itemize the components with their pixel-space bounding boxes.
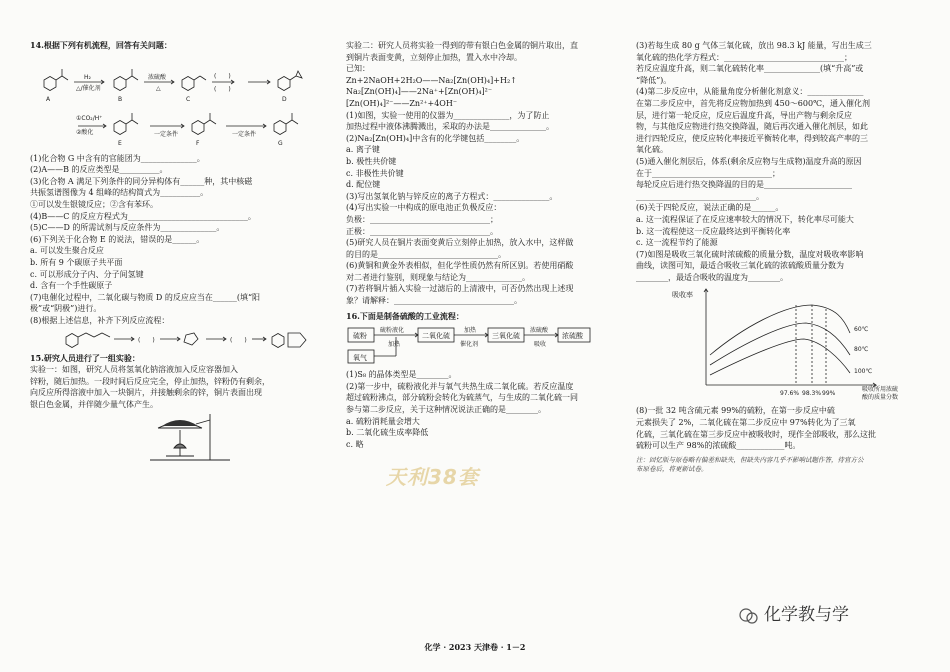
curve-100c [710,339,850,375]
completion-scheme [30,327,322,353]
graph-xlabel-1: 吸收所用浓硫 [862,386,899,394]
q16-line: 在第二步反应中，首先将反应物加热到 450～600℃，通入催化剂 [636,98,871,108]
equation: [Zn(OH)₄]²⁻——Zn²⁺+4OH⁻ [346,98,458,108]
q16-line: 元素损失了 2%，二氧化硫在第二步反应中 97%转化为了三氧 [636,418,856,428]
benzene-ring-e [114,120,126,134]
q15-line: 实验一：如图，研究人员将氢氧化钠溶液加入反应容器加入 [30,365,238,375]
q15-line: (5)研究人员在铜片表面变黄后立刻停止加热，放入水中，这样做 [346,238,574,248]
curve-60c [710,305,850,355]
label-c: C [186,95,191,103]
absorption-graph [636,285,922,403]
flow-step3-top: 浓硫酸 [530,327,549,335]
q16-line: (8)一批 32 吨含硫元素 99%的硫粉，在第一步反应中硫 [636,406,835,416]
q16-title: 16.下面是制备硫酸的工业流程： [346,310,464,321]
q15-line: (4)写出实验一中构成的原电池正负极反应： [346,203,502,213]
flow-step3-bottom: 吸收 [534,341,547,349]
graph-t100: 100℃ [854,368,873,376]
q14-line: (2)A——B 的反应类型是__________。 [30,165,168,175]
q15-line: (7)若将铜片插入实验一过滤后的上清液中，可否仍然出现上述现 [346,284,574,294]
q16-option: a. 这一流程保证了在反应速率较大的情况下，转化率尽可能大 [636,214,854,224]
note-line: 布原卷后，将更新试卷。 [636,464,708,473]
q14-line: ①可以发生银镜反应；②含有苯环。 [30,199,158,209]
label-f: F [196,139,200,147]
q15-line: 到铜片表面变黄，立刻停止加热，置入水中冷却。 [346,52,522,62]
benzene-ring-d [278,76,290,90]
q16-line: 若反应温度升高，则二氧化硫转化率______________(填“升高”或 [636,64,864,74]
q16-line: 曲线，读图可知，最适合吸收三氧化硫的浓硫酸质量分数为 [636,261,844,271]
reaction-scheme-svg [30,54,322,149]
q15-line: (3)写出氢氧化钠与锌反应的离子方程式：______________。 [346,191,558,201]
column-3 [636,40,922,474]
q16-line: ______________________________。 [636,191,764,201]
q15-option: d. 配位键 [346,180,381,190]
r5-label: 一定条件 [232,130,257,138]
q15-line: 已知： [346,64,370,74]
q14-option: b. 所有 9 个碳原子共平面 [30,257,123,267]
reaction-scheme [30,54,322,149]
label-a: A [46,95,51,103]
equation: Na₂[Zn(OH)₄]——2Na⁺+[Zn(OH)₄]²⁻ [346,87,493,97]
flow-step2-top: 加热 [464,327,477,335]
q14-option: a. 可以发生聚合反应 [30,246,104,256]
label-b: B [118,95,123,103]
q14-line: 共振氢谱图像为 4 组峰的结构简式为__________。 [30,188,209,198]
flow-sulfur: 硫粉 [353,332,367,341]
q15-option: c. 非极性共价键 [346,168,404,178]
q16-line: 硫粉可以生产 98%的浓硫酸____________吨。 [636,441,801,451]
q14-line: (1)化合物 G 中含有的官能团为______________。 [30,153,205,163]
r1-bottom: △/催化剂 [76,84,101,92]
q16-line: ________，最适合吸收的温度为________。 [636,272,788,282]
q14-line: (8)根据上述信息，补齐下列反应流程： [30,315,170,325]
q16-option: a. 硫粉消耗量会增大 [346,416,420,426]
q14-option: d. 含有一个手性碳原子 [30,281,113,291]
q16-option: c. 这一流程节约了能源 [636,238,718,248]
q16-line: (5)通入催化剂层后，体系(剩余反应物与生成物)温度升高的原因 [636,156,862,166]
graph-ylabel: 吸收率 [672,291,693,300]
watermark: 天利38套 [386,465,479,489]
flow-step1-bottom: 加热 [388,341,401,349]
q14-line: (7)电催化过程中，二氧化碳与物质 D 的反应应当在______(填“阳 [30,292,261,302]
q16-line: 层，进行第一轮反应，反应后温度升高，导出产物与剩余反应 [636,110,852,120]
q16-line: 氧化硫。 [636,145,668,155]
r2-top: 浓硫酸 [148,73,167,81]
q16-line: 氧化硫的热化学方程式：______________________________； [636,52,852,62]
q15-line: 加热过程中液体沸腾溅出，采取的办法是______________。 [346,122,554,132]
q14-line: (4)B——C 的反应方程式为______________________________。 [30,211,256,221]
q15-line: (6)黄铜和黄金外表相似，但化学性质仍然有所区别。若使用硝酸 [346,261,574,271]
blank-1: ( ) [214,72,231,80]
q16-line: (7)如图是吸收三氧化硫时浓硫酸的质量分数，温度对吸收率影响 [636,249,864,259]
q16-line: 超过硫粉沸点，部分硫粉会转化为硫蒸气，与生成的二氧化硫一同 [346,393,578,403]
process-flow [346,324,614,366]
q15-line: (1)如图，实验一使用的仪器为______________，为了防止 [346,110,550,120]
page-footer: 化学 · 2023 天津卷 · 1－2 [424,642,526,652]
graph-t80: 80℃ [854,346,869,354]
apparatus-svg [30,410,322,466]
label-d: D [282,95,287,103]
graph-xlabel-2: 酸的质量分数 [862,394,899,402]
benzene-ring-b [114,76,126,90]
flow-so3: 三氧化硫 [492,332,520,341]
label-e: E [118,139,122,147]
q16-line: 参与第二步反应，关于这种情况说法正确的是________。 [346,405,546,415]
flow-step1-top: 硫粉液化 [380,327,405,335]
q16-line: 在于______________________________； [636,168,780,178]
completion-scheme-svg [30,327,322,353]
q15-option: a. 离子键 [346,145,380,155]
q14-line: (3)化合物 A 满足下列条件的同分异构体有______种，其中核磁 [30,176,253,186]
q15-line: 银白色金属，并伴随少量气体产生。 [30,399,158,409]
q16-line: “降低”)。 [636,75,672,85]
note-line: 注：回忆版与原卷略有偏差和缺失，但缺失内容几乎不影响试题作答，待官方公 [636,455,864,464]
column-1 [30,40,322,466]
q15-line: 正极：______________________________。 [346,226,498,236]
q14-line: (6)下列关于化合物 E 的说法，错误的是______。 [30,234,205,244]
blank-2: ( ) [214,85,231,93]
q16-line: (3)若每生成 80 g 气体三氧化硫，放出 98.3 kJ 能量，写出生成三 [636,41,872,50]
q16-line: (1)S₈ 的晶体类型是________。 [346,370,457,380]
flow-oxygen: 氧气 [353,354,367,363]
r4-label: 一定条件 [154,130,179,138]
q16-option: b. 这一流程使这一反应最终达到平衡转化率 [636,226,791,236]
q14-option: c. 可以形成分子内、分子间氢键 [30,269,144,279]
q16-line: (2)第一步中，硫粉液化并与氧气共热生成二氧化硫。若反应温度 [346,381,574,391]
svg-text:( ): ( ) [138,336,155,344]
heating-apparatus [30,410,322,466]
q16-line: (6)关于四轮反应，说法正确的是______。 [636,203,784,213]
q16-line: 每轮反应后进行热交换降温的目的是______________________ [636,180,852,190]
column-2 [346,40,614,450]
flow-so2: 二氧化硫 [422,332,450,341]
flow-step2-bottom: 催化剂 [460,341,479,349]
q15-line: 实验二：研究人员将实验一得到的带有银白色金属的铜片取出，直 [346,41,578,50]
q15-line: 向反应所得溶液中加入一块铜片，并接触剩余的锌，铜片表面出现 [30,388,262,398]
graph-x1: 97.6% [780,390,800,398]
q15-line: 对二者进行鉴别，则现象与结论为______________。 [346,272,530,282]
flow-h2so4: 浓硫酸 [562,332,583,341]
q14-title: 14.根据下列有机流程，回答有关问题： [30,40,172,50]
r3-bottom: ②酸化 [76,128,94,136]
benzene-ring-g [274,120,286,134]
q15-line: 锌粉，随后加热。一段时间后反应完全，停止加热，锌粉仍有剩余， [30,376,270,386]
graph-t60: 60℃ [854,326,869,334]
q15-title: 15.研究人员进行了一组实验： [30,352,140,363]
q15-line: 负极：______________________________； [346,214,498,224]
r3-top: ①CO₂/H⁺ [76,114,103,122]
brand-name: 化学教与学 [764,605,849,626]
q16-line: (4)第二步反应中，从能量角度分析催化剂意义：______________ [636,87,864,97]
r2-bottom: △ [156,84,161,92]
q16-line: 化硫，三氧化硫在第三步反应中被吸收时，现作全部吸收，那么这批 [636,429,876,439]
graph-x3: 99% [822,390,836,398]
r1-top: H₂ [84,73,91,81]
q15-line: 象？请解释：______________________________。 [346,296,522,306]
wechat-icon [738,606,758,626]
q14-line: 极”或“阴极”)进行。 [30,304,102,314]
graph-x2: 98.3% [802,390,822,398]
q16-option: b. 二氧化硫生成率降低 [346,428,429,438]
equation: Zn+2NaOH+2H₂O——Na₂[Zn(OH)₄]+H₂↑ [346,75,517,85]
benzene-ring-a [44,76,56,90]
q15-line: (2)Na₂[Zn(OH)₄]中含有的化学键包括________。 [346,133,525,143]
label-g: G [278,139,283,147]
q16-line: 物，与其他反应物进行热交换降温，随后再次通入催化剂层，如此 [636,122,868,132]
brand-logo [738,606,849,626]
absorption-graph-svg [636,285,922,403]
process-flow-svg [346,324,614,366]
q16-line: 进行四轮反应，使反应转化率接近平衡转化率，得到较高产率的三 [636,133,868,143]
q15-option: b. 极性共价键 [346,156,397,166]
svg-text:( ): ( ) [230,336,247,344]
q16-option: c. 略 [346,439,364,449]
benzene-ring-c [182,76,194,90]
q14-line: (5)C——D 的所需试剂与反应条件为______________。 [30,223,225,233]
q15-line: 的目的是______________________________。 [346,249,506,259]
benzene-ring-f [192,120,204,134]
